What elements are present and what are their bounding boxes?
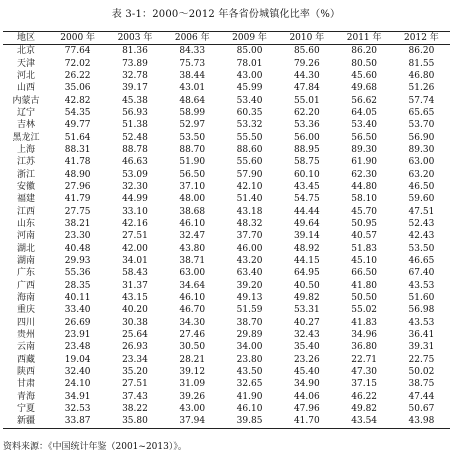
urbanization-rate-table — [3, 31, 450, 429]
column-header-year: 2010 年 — [278, 32, 335, 45]
rate-cell: 31.09 — [179, 379, 206, 390]
rate-cell: 33.87 — [49, 415, 106, 428]
rate-cell: 33.40 — [64, 305, 91, 316]
region-cell: 浙江 — [16, 169, 35, 180]
table-row — [3, 131, 450, 143]
rate-cell: 49.64 — [293, 218, 320, 229]
table-title: 表 3-1：2000～2012 年各省份城镇化比率（%） — [111, 9, 341, 20]
table-row — [3, 94, 450, 106]
table-row — [3, 70, 450, 82]
table-row — [3, 181, 450, 193]
rate-cell: 26.93 — [122, 342, 148, 353]
rate-cell: 41.79 — [64, 194, 91, 205]
table-header-row — [3, 32, 450, 45]
region-cell: 江西 — [16, 206, 35, 217]
rate-cell: 60.10 — [293, 169, 320, 180]
rate-cell: 56.00 — [293, 132, 320, 143]
rate-cell: 57.90 — [236, 169, 263, 180]
rate-cell: 45.70 — [351, 206, 378, 217]
rate-cell: 56.62 — [351, 95, 378, 106]
rate-cell: 35.80 — [106, 415, 163, 428]
rate-cell: 39.31 — [408, 342, 435, 353]
rate-cell: 28.21 — [179, 354, 206, 365]
rate-cell: 31.37 — [122, 280, 148, 291]
rate-cell: 86.20 — [351, 46, 378, 57]
region-cell: 新疆 — [3, 415, 49, 428]
rate-cell: 43.98 — [393, 415, 450, 428]
rate-cell: 39.17 — [122, 83, 148, 94]
source-note: 资料来源：《中国统计年鉴（2001~2013）》。 — [3, 442, 187, 452]
table-body — [3, 45, 450, 429]
rate-cell: 88.60 — [236, 144, 263, 155]
rate-cell: 40.50 — [293, 280, 320, 291]
rate-cell: 27.51 — [122, 231, 148, 242]
region-cell: 四川 — [16, 317, 35, 328]
rate-cell: 43.01 — [179, 83, 206, 94]
rate-cell: 62.30 — [351, 169, 378, 180]
table-row — [3, 403, 450, 415]
rate-cell: 79.26 — [293, 58, 320, 69]
region-cell: 福建 — [16, 194, 35, 205]
rate-cell: 22.75 — [408, 354, 435, 365]
rate-cell: 41.80 — [351, 280, 378, 291]
column-header-region: 地区 — [3, 32, 49, 45]
table-row — [3, 168, 450, 180]
rate-cell: 33.10 — [122, 206, 148, 217]
rate-cell: 44.99 — [122, 194, 148, 205]
rate-cell: 39.14 — [293, 231, 320, 242]
table-row — [3, 317, 450, 329]
rate-cell: 80.50 — [351, 58, 378, 69]
region-cell: 广西 — [16, 280, 35, 291]
rate-cell: 26.69 — [64, 317, 91, 328]
rate-cell: 29.89 — [236, 330, 263, 341]
table-row — [3, 107, 450, 119]
rate-cell: 38.44 — [179, 70, 206, 81]
rate-cell: 49.68 — [351, 83, 378, 94]
rate-cell: 38.70 — [236, 317, 263, 328]
rate-cell: 48.90 — [64, 169, 91, 180]
rate-cell: 45.10 — [351, 256, 378, 267]
rate-cell: 44.80 — [351, 181, 378, 192]
rate-cell: 35.06 — [64, 83, 91, 94]
rate-cell: 54.35 — [64, 107, 91, 118]
rate-cell: 53.50 — [179, 132, 206, 143]
rate-cell: 50.02 — [408, 367, 435, 378]
region-cell: 山东 — [16, 218, 35, 229]
rate-cell: 42.82 — [64, 95, 91, 106]
table-row — [3, 119, 450, 131]
rate-cell: 34.01 — [122, 256, 148, 267]
rate-cell: 53.40 — [351, 120, 378, 131]
rate-cell: 42.16 — [122, 218, 148, 229]
rate-cell: 56.50 — [351, 132, 378, 143]
region-cell: 安徽 — [16, 181, 35, 192]
rate-cell: 52.97 — [179, 120, 206, 131]
rate-cell: 58.75 — [293, 157, 320, 168]
region-cell: 西藏 — [16, 354, 35, 365]
rate-cell: 37.10 — [179, 181, 206, 192]
rate-cell: 43.53 — [408, 280, 435, 291]
rate-cell: 36.80 — [351, 342, 378, 353]
rate-cell: 75.73 — [179, 58, 206, 69]
region-cell: 黑龙江 — [12, 132, 40, 143]
rate-cell: 39.12 — [179, 367, 206, 378]
rate-cell: 49.13 — [236, 293, 263, 304]
column-header-year: 2006 年 — [164, 32, 221, 45]
region-cell: 山西 — [16, 83, 35, 94]
rate-cell: 51.60 — [408, 293, 435, 304]
rate-cell: 49.82 — [351, 404, 378, 415]
region-cell: 辽宁 — [16, 107, 35, 118]
rate-cell: 53.31 — [293, 305, 320, 316]
rate-cell: 46.50 — [408, 181, 435, 192]
rate-cell: 53.50 — [408, 243, 435, 254]
rate-cell: 89.30 — [351, 144, 378, 155]
rate-cell: 48.92 — [293, 243, 320, 254]
rate-cell: 27.51 — [122, 379, 148, 390]
rate-cell: 40.20 — [122, 305, 148, 316]
rate-cell: 34.91 — [64, 391, 91, 402]
rate-cell: 56.90 — [408, 132, 435, 143]
rate-cell: 55.60 — [236, 157, 263, 168]
column-header-year: 2009 年 — [221, 32, 278, 45]
rate-cell: 41.70 — [278, 415, 335, 428]
rate-cell: 53.36 — [293, 120, 320, 131]
table-row — [3, 82, 450, 94]
rate-cell: 39.20 — [236, 280, 263, 291]
rate-cell: 52.43 — [408, 218, 435, 229]
rate-cell: 47.96 — [293, 404, 320, 415]
rate-cell: 55.01 — [293, 95, 320, 106]
rate-cell: 32.30 — [122, 181, 148, 192]
rate-cell: 51.83 — [351, 243, 378, 254]
rate-cell: 32.40 — [64, 367, 91, 378]
rate-cell: 32.78 — [122, 70, 148, 81]
rate-cell: 58.43 — [122, 268, 148, 279]
rate-cell: 42.00 — [122, 243, 148, 254]
rate-cell: 26.22 — [64, 70, 91, 81]
rate-cell: 19.04 — [64, 354, 91, 365]
rate-cell: 59.60 — [408, 194, 435, 205]
rate-cell: 49.82 — [293, 293, 320, 304]
table-row — [3, 329, 450, 341]
region-cell: 广东 — [16, 268, 35, 279]
rate-cell: 41.83 — [351, 317, 378, 328]
rate-cell: 30.38 — [122, 317, 148, 328]
rate-cell: 50.95 — [351, 218, 378, 229]
rate-cell: 53.09 — [122, 169, 148, 180]
rate-cell: 58.10 — [351, 194, 378, 205]
rate-cell: 50.50 — [351, 293, 378, 304]
rate-cell: 49.77 — [64, 120, 91, 131]
rate-cell: 51.90 — [179, 157, 206, 168]
rate-cell: 40.48 — [64, 243, 91, 254]
rate-cell: 43.20 — [236, 256, 263, 267]
rate-cell: 45.60 — [351, 70, 378, 81]
rate-cell: 55.36 — [64, 268, 91, 279]
rate-cell: 58.99 — [179, 107, 206, 118]
rate-cell: 40.27 — [293, 317, 320, 328]
rate-cell: 46.22 — [351, 391, 378, 402]
region-cell: 海南 — [16, 293, 35, 304]
rate-cell: 46.00 — [236, 243, 263, 254]
rate-cell: 30.50 — [179, 342, 206, 353]
region-cell: 江苏 — [16, 157, 35, 168]
rate-cell: 63.00 — [179, 268, 206, 279]
rate-cell: 46.70 — [179, 305, 206, 316]
rate-cell: 47.30 — [351, 367, 378, 378]
region-cell: 上海 — [16, 144, 35, 155]
rate-cell: 88.95 — [293, 144, 320, 155]
rate-cell: 40.57 — [351, 231, 378, 242]
rate-cell: 46.10 — [179, 218, 206, 229]
rate-cell: 51.59 — [236, 305, 263, 316]
region-cell: 内蒙古 — [12, 95, 40, 106]
rate-cell: 45.38 — [122, 95, 148, 106]
rate-cell: 34.96 — [351, 330, 378, 341]
rate-cell: 88.31 — [64, 144, 91, 155]
rate-cell: 51.26 — [408, 83, 435, 94]
region-cell: 湖南 — [16, 256, 35, 267]
rate-cell: 43.15 — [122, 293, 148, 304]
table-row — [3, 280, 450, 292]
rate-cell: 84.33 — [179, 46, 206, 57]
rate-cell: 60.35 — [236, 107, 263, 118]
rate-cell: 37.15 — [351, 379, 378, 390]
rate-cell: 37.94 — [164, 415, 221, 428]
rate-cell: 23.48 — [64, 342, 91, 353]
rate-cell: 43.00 — [179, 404, 206, 415]
rate-cell: 38.71 — [179, 256, 206, 267]
region-cell: 吉林 — [16, 120, 35, 131]
table-row — [3, 415, 450, 428]
table-row — [3, 144, 450, 156]
rate-cell: 47.84 — [293, 83, 320, 94]
rate-cell: 47.44 — [408, 391, 435, 402]
rate-cell: 52.48 — [122, 132, 148, 143]
region-cell: 甘肃 — [16, 379, 35, 390]
rate-cell: 35.40 — [293, 342, 320, 353]
rate-cell: 23.80 — [236, 354, 263, 365]
rate-cell: 44.44 — [293, 206, 320, 217]
rate-cell: 41.90 — [236, 391, 263, 402]
rate-cell: 39.85 — [221, 415, 278, 428]
rate-cell: 53.70 — [408, 120, 435, 131]
rate-cell: 55.50 — [236, 132, 263, 143]
rate-cell: 72.02 — [64, 58, 91, 69]
rate-cell: 63.40 — [236, 268, 263, 279]
rate-cell: 44.30 — [293, 70, 320, 81]
rate-cell: 63.20 — [408, 169, 435, 180]
rate-cell: 25.64 — [122, 330, 148, 341]
rate-cell: 65.65 — [408, 107, 435, 118]
rate-cell: 50.67 — [408, 404, 435, 415]
rate-cell: 51.64 — [64, 132, 91, 143]
rate-cell: 55.02 — [351, 305, 378, 316]
rate-cell: 88.78 — [122, 144, 148, 155]
rate-cell: 44.15 — [293, 256, 320, 267]
table-row — [3, 255, 450, 267]
rate-cell: 43.00 — [236, 70, 263, 81]
table-row — [3, 378, 450, 390]
rate-cell: 38.21 — [64, 218, 91, 229]
region-cell: 北京 — [16, 46, 35, 57]
region-cell: 天津 — [16, 58, 35, 69]
rate-cell: 43.45 — [293, 181, 320, 192]
rate-cell: 85.00 — [236, 46, 263, 57]
rate-cell: 34.64 — [179, 280, 206, 291]
rate-cell: 43.50 — [236, 367, 263, 378]
table-row — [3, 341, 450, 353]
rate-cell: 34.30 — [179, 317, 206, 328]
rate-cell: 48.32 — [236, 218, 263, 229]
region-cell: 河北 — [16, 70, 35, 81]
rate-cell: 40.11 — [64, 293, 91, 304]
rate-cell: 46.80 — [408, 70, 435, 81]
rate-cell: 32.65 — [236, 379, 263, 390]
rate-cell: 56.50 — [179, 169, 206, 180]
rate-cell: 61.90 — [351, 157, 378, 168]
region-cell: 青海 — [16, 391, 35, 402]
table-row — [3, 45, 450, 58]
rate-cell: 73.89 — [122, 58, 148, 69]
region-cell: 宁夏 — [16, 404, 35, 415]
rate-cell: 45.99 — [236, 83, 263, 94]
table-row — [3, 57, 450, 69]
rate-cell: 42.10 — [236, 181, 263, 192]
rate-cell: 42.43 — [408, 231, 435, 242]
rate-cell: 37.43 — [122, 391, 148, 402]
table-row — [3, 292, 450, 304]
rate-cell: 38.75 — [408, 379, 435, 390]
rate-cell: 48.00 — [179, 194, 206, 205]
rate-cell: 51.40 — [236, 194, 263, 205]
rate-cell: 57.74 — [408, 95, 435, 106]
rate-cell: 35.20 — [122, 367, 148, 378]
rate-cell: 23.30 — [64, 231, 91, 242]
rate-cell: 36.41 — [408, 330, 435, 341]
rate-cell: 28.35 — [64, 280, 91, 291]
rate-cell: 32.43 — [293, 330, 320, 341]
rate-cell: 23.91 — [64, 330, 91, 341]
rate-cell: 53.40 — [236, 95, 263, 106]
table-row — [3, 304, 450, 316]
rate-cell: 43.18 — [236, 206, 263, 217]
rate-cell: 22.71 — [351, 354, 378, 365]
region-cell: 湖北 — [16, 243, 35, 254]
region-cell: 云南 — [16, 342, 35, 353]
table-row — [3, 366, 450, 378]
rate-cell: 81.36 — [122, 46, 148, 57]
rate-cell: 88.70 — [179, 144, 206, 155]
region-cell: 陕西 — [16, 367, 35, 378]
table-row — [3, 205, 450, 217]
table-row — [3, 267, 450, 279]
rate-cell: 56.93 — [122, 107, 148, 118]
rate-cell: 77.64 — [64, 46, 91, 57]
rate-cell: 46.10 — [179, 293, 206, 304]
rate-cell: 23.26 — [293, 354, 320, 365]
rate-cell: 39.26 — [179, 391, 206, 402]
region-cell: 河南 — [16, 231, 35, 242]
rate-cell: 32.53 — [64, 404, 91, 415]
rate-cell: 43.80 — [179, 243, 206, 254]
rate-cell: 54.75 — [293, 194, 320, 205]
rate-cell: 37.70 — [236, 231, 263, 242]
rate-cell: 78.01 — [236, 58, 263, 69]
rate-cell: 29.93 — [64, 256, 91, 267]
table-row — [3, 193, 450, 205]
rate-cell: 64.95 — [293, 268, 320, 279]
rate-cell: 53.32 — [236, 120, 263, 131]
column-header-year: 2011 年 — [335, 32, 392, 45]
table-row — [3, 156, 450, 168]
rate-cell: 47.51 — [408, 206, 435, 217]
region-cell: 重庆 — [16, 305, 35, 316]
rate-cell: 34.90 — [293, 379, 320, 390]
rate-cell: 44.06 — [293, 391, 320, 402]
table-row — [3, 230, 450, 242]
rate-cell: 46.65 — [408, 256, 435, 267]
table-row — [3, 218, 450, 230]
rate-cell: 66.50 — [351, 268, 378, 279]
rate-cell: 81.55 — [408, 58, 435, 69]
column-header-year: 2003 年 — [106, 32, 163, 45]
rate-cell: 38.22 — [122, 404, 148, 415]
rate-cell: 27.96 — [64, 181, 91, 192]
rate-cell: 56.98 — [408, 305, 435, 316]
rate-cell: 43.54 — [335, 415, 392, 428]
table-row — [3, 391, 450, 403]
rate-cell: 89.30 — [408, 144, 435, 155]
rate-cell: 38.68 — [179, 206, 206, 217]
rate-cell: 46.10 — [236, 404, 263, 415]
rate-cell: 23.34 — [122, 354, 148, 365]
rate-cell: 43.53 — [408, 317, 435, 328]
rate-cell: 27.46 — [179, 330, 206, 341]
table-row — [3, 354, 450, 366]
rate-cell: 24.10 — [64, 379, 91, 390]
rate-cell: 85.60 — [293, 46, 320, 57]
rate-cell: 48.64 — [179, 95, 206, 106]
rate-cell: 41.78 — [64, 157, 91, 168]
region-cell: 贵州 — [16, 330, 35, 341]
rate-cell: 67.40 — [408, 268, 435, 279]
rate-cell: 64.05 — [351, 107, 378, 118]
rate-cell: 46.63 — [122, 157, 148, 168]
column-header-year: 2012 年 — [393, 32, 450, 45]
rate-cell: 86.20 — [408, 46, 435, 57]
rate-cell: 62.20 — [293, 107, 320, 118]
table-row — [3, 243, 450, 255]
rate-cell: 32.47 — [179, 231, 206, 242]
rate-cell: 34.00 — [236, 342, 263, 353]
column-header-year: 2000 年 — [49, 32, 106, 45]
rate-cell: 45.40 — [293, 367, 320, 378]
rate-cell: 27.75 — [64, 206, 91, 217]
rate-cell: 63.00 — [408, 157, 435, 168]
rate-cell: 51.38 — [122, 120, 148, 131]
